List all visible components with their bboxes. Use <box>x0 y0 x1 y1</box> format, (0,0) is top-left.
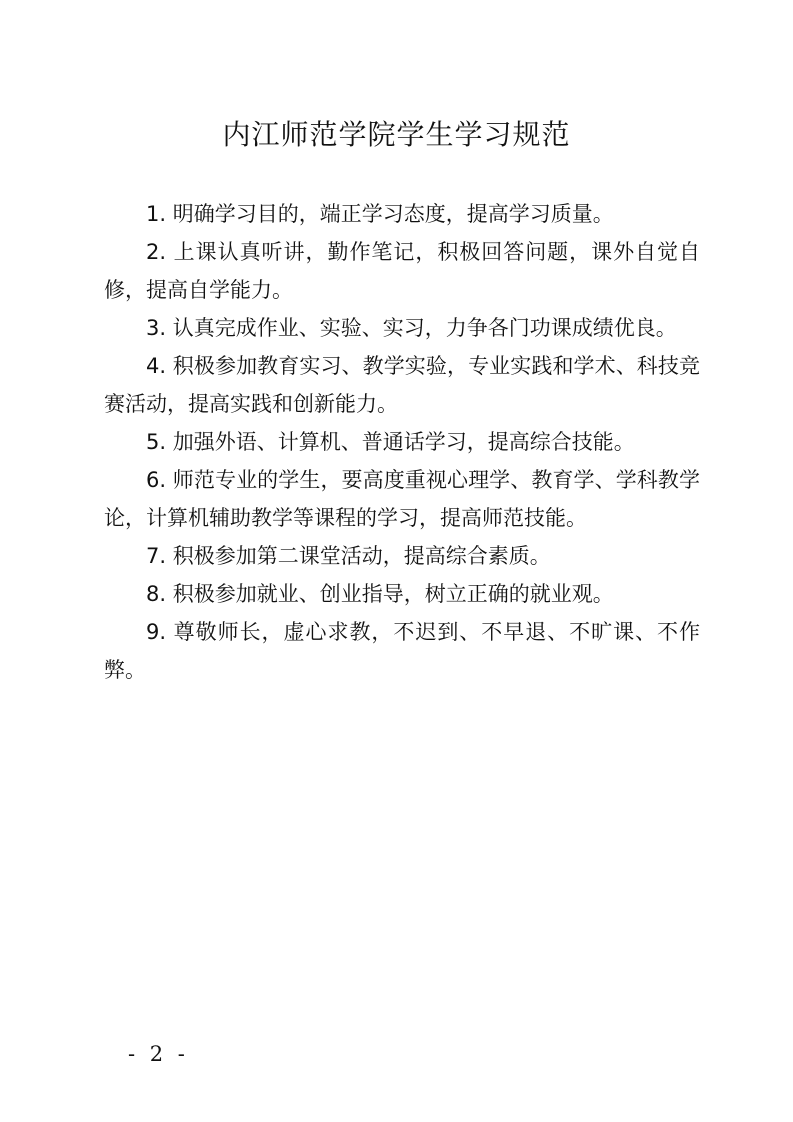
rule-item-6: 6. 师范专业的学生，要高度重视心理学、教育学、学科教学论，计算机辅助教学等课程的学习，提高师范技能。 <box>104 468 700 530</box>
document-body <box>104 195 700 689</box>
rule-item-3: 3. 认真完成作业、实验、实习，力争各门功课成绩优良。 <box>146 316 677 340</box>
rule-item-2: 2. 上课认真听讲，勤作笔记，积极回答问题，课外自觉自修，提高自学能力。 <box>104 240 700 302</box>
rule-item-1: 1. 明确学习目的，端正学习态度，提高学习质量。 <box>146 202 614 226</box>
document-title: 内江师范学院学生学习规范 <box>222 118 571 151</box>
page-number: - 2 - <box>128 1042 189 1066</box>
rule-item-4: 4. 积极参加教育实习、教学实验，专业实践和学术、科技竞赛活动，提高实践和创新能力。 <box>104 354 700 416</box>
rule-item-5: 5. 加强外语、计算机、普通话学习，提高综合技能。 <box>146 430 635 454</box>
rule-item-9: 9. 尊敬师长，虚心求教，不迟到、不早退、不旷课、不作弊。 <box>104 620 700 682</box>
rule-item-7: 7. 积极参加第二课堂活动，提高综合素质。 <box>146 544 551 568</box>
rule-item-8: 8. 积极参加就业、创业指导，树立正确的就业观。 <box>146 582 614 606</box>
